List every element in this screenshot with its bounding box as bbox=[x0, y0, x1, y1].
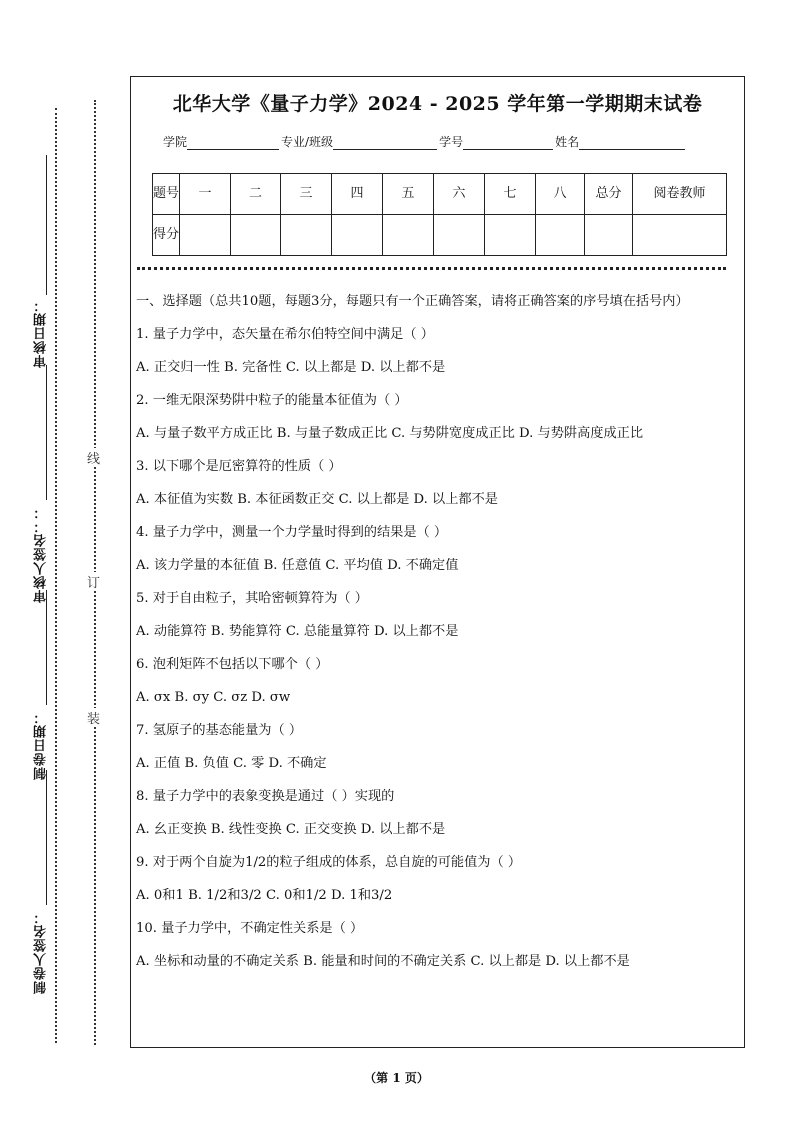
question-options: A. 坐标和动量的不确定关系 B. 能量和时间的不确定关系 C. 以上都是 D. 以上都不是 bbox=[136, 954, 630, 969]
score-cell[interactable] bbox=[180, 215, 231, 256]
score-header-cell: 题号 bbox=[153, 174, 180, 215]
score-header-cell: 七 bbox=[485, 174, 536, 215]
binding-word-staple: 订 bbox=[87, 572, 100, 591]
score-header-cell: 四 bbox=[332, 174, 383, 215]
student-info-row bbox=[163, 133, 687, 150]
cut-line-outer bbox=[55, 108, 57, 1043]
setter-signature-line bbox=[46, 770, 47, 905]
question-text: 1. 量子力学中，态矢量在希尔伯特空间中满足（ ） bbox=[136, 327, 434, 342]
section-heading: 一、选择题（总共10题，每题3分，每题只有一个正确答案，请将正确答案的序号填在括号内） bbox=[136, 294, 689, 309]
score-cell[interactable] bbox=[383, 215, 434, 256]
exam-frame bbox=[130, 76, 745, 1048]
score-cell[interactable] bbox=[536, 215, 585, 256]
score-cell[interactable] bbox=[585, 215, 633, 256]
question-section bbox=[136, 291, 741, 984]
score-table-header-row bbox=[153, 174, 727, 215]
college-label: 学院 bbox=[163, 135, 188, 149]
score-row-label: 得分 bbox=[153, 215, 180, 256]
major-class-label: 专业/班级 bbox=[281, 135, 334, 149]
question-options: A. 本征值为实数 B. 本征函数正交 C. 以上都是 D. 以上都不是 bbox=[136, 492, 498, 507]
major-class-field[interactable] bbox=[333, 136, 437, 150]
score-header-cell: 六 bbox=[434, 174, 485, 215]
score-table-score-row bbox=[153, 215, 727, 256]
student-id-label: 学号 bbox=[439, 135, 464, 149]
question-text: 6. 泡利矩阵不包括以下哪个（ ） bbox=[136, 657, 329, 672]
question-text: 7. 氢原子的基态能量为（ ） bbox=[136, 723, 303, 738]
question-options: A. 与量子数平方成正比 B. 与量子数成正比 C. 与势阱宽度成正比 D. 与势阱高度成正比 bbox=[136, 426, 644, 441]
setter-signature-label: 制卷人签名： bbox=[34, 910, 49, 994]
question-text: 10. 量子力学中，不确定性关系是（ ） bbox=[136, 921, 364, 936]
question-text: 4. 量子力学中，测量一个力学量时得到的结果是（ ） bbox=[136, 525, 448, 540]
score-cell[interactable] bbox=[281, 215, 332, 256]
setting-date-label: 制卷日期： bbox=[34, 710, 49, 780]
question-options: A. 动能算符 B. 势能算符 C. 总能量算符 D. 以上都不是 bbox=[136, 624, 459, 639]
name-label: 姓名 bbox=[555, 135, 580, 149]
page-number: （第 1 页） bbox=[364, 1071, 429, 1085]
question-text: 3. 以下哪个是厄密算符的性质（ ） bbox=[136, 459, 342, 474]
question-text: 2. 一维无限深势阱中粒子的能量本征值为（ ） bbox=[136, 393, 408, 408]
binding-word-bind: 装 bbox=[87, 708, 100, 727]
score-header-cell: 总分 bbox=[585, 174, 633, 215]
question-text: 5. 对于自由粒子，其哈密顿算符为（ ） bbox=[136, 591, 368, 606]
reviewer-signature-label: 审核人签名：： bbox=[34, 505, 49, 603]
score-cell[interactable] bbox=[332, 215, 383, 256]
score-header-cell: 八 bbox=[536, 174, 585, 215]
setting-date-line bbox=[46, 590, 47, 705]
score-cell[interactable] bbox=[485, 215, 536, 256]
question-options: A. σx B. σy C. σz D. σw bbox=[136, 690, 291, 705]
dotted-separator bbox=[137, 267, 726, 270]
score-cell[interactable] bbox=[633, 215, 727, 256]
score-header-cell: 二 bbox=[231, 174, 281, 215]
score-header-cell: 五 bbox=[383, 174, 434, 215]
question-options: A. 正交归一性 B. 完备性 C. 以上都是 D. 以上都不是 bbox=[136, 360, 446, 375]
question-options: A. 该力学量的本征值 B. 任意值 C. 平均值 D. 不确定值 bbox=[136, 558, 459, 573]
reviewer-signature-line bbox=[46, 365, 47, 500]
review-date-label: 审核日期： bbox=[34, 298, 49, 368]
score-header-cell: 三 bbox=[281, 174, 332, 215]
binding-margin bbox=[0, 0, 128, 1122]
score-cell[interactable] bbox=[434, 215, 485, 256]
review-date-line bbox=[46, 155, 47, 295]
score-header-cell: 一 bbox=[180, 174, 231, 215]
name-field[interactable] bbox=[579, 136, 685, 150]
binding-word-line: 线 bbox=[87, 448, 100, 467]
exam-title: 北华大学《量子力学》2024 - 2025 学年第一学期期末试卷 bbox=[172, 93, 703, 115]
score-cell[interactable] bbox=[231, 215, 281, 256]
score-table bbox=[152, 173, 727, 256]
question-text: 8. 量子力学中的表象变换是通过（ ）实现的 bbox=[136, 789, 395, 804]
question-options: A. 幺正变换 B. 线性变换 C. 正交变换 D. 以上都不是 bbox=[136, 822, 446, 837]
student-id-field[interactable] bbox=[463, 136, 553, 150]
score-header-cell: 阅卷教师 bbox=[633, 174, 727, 215]
question-options: A. 0和1 B. 1/2和3/2 C. 0和1/2 D. 1和3/2 bbox=[136, 888, 393, 903]
question-text: 9. 对于两个自旋为1/2的粒子组成的体系，总自旋的可能值为（ ） bbox=[136, 855, 522, 870]
question-options: A. 正值 B. 负值 C. 零 D. 不确定 bbox=[136, 756, 327, 771]
college-field[interactable] bbox=[187, 136, 279, 150]
